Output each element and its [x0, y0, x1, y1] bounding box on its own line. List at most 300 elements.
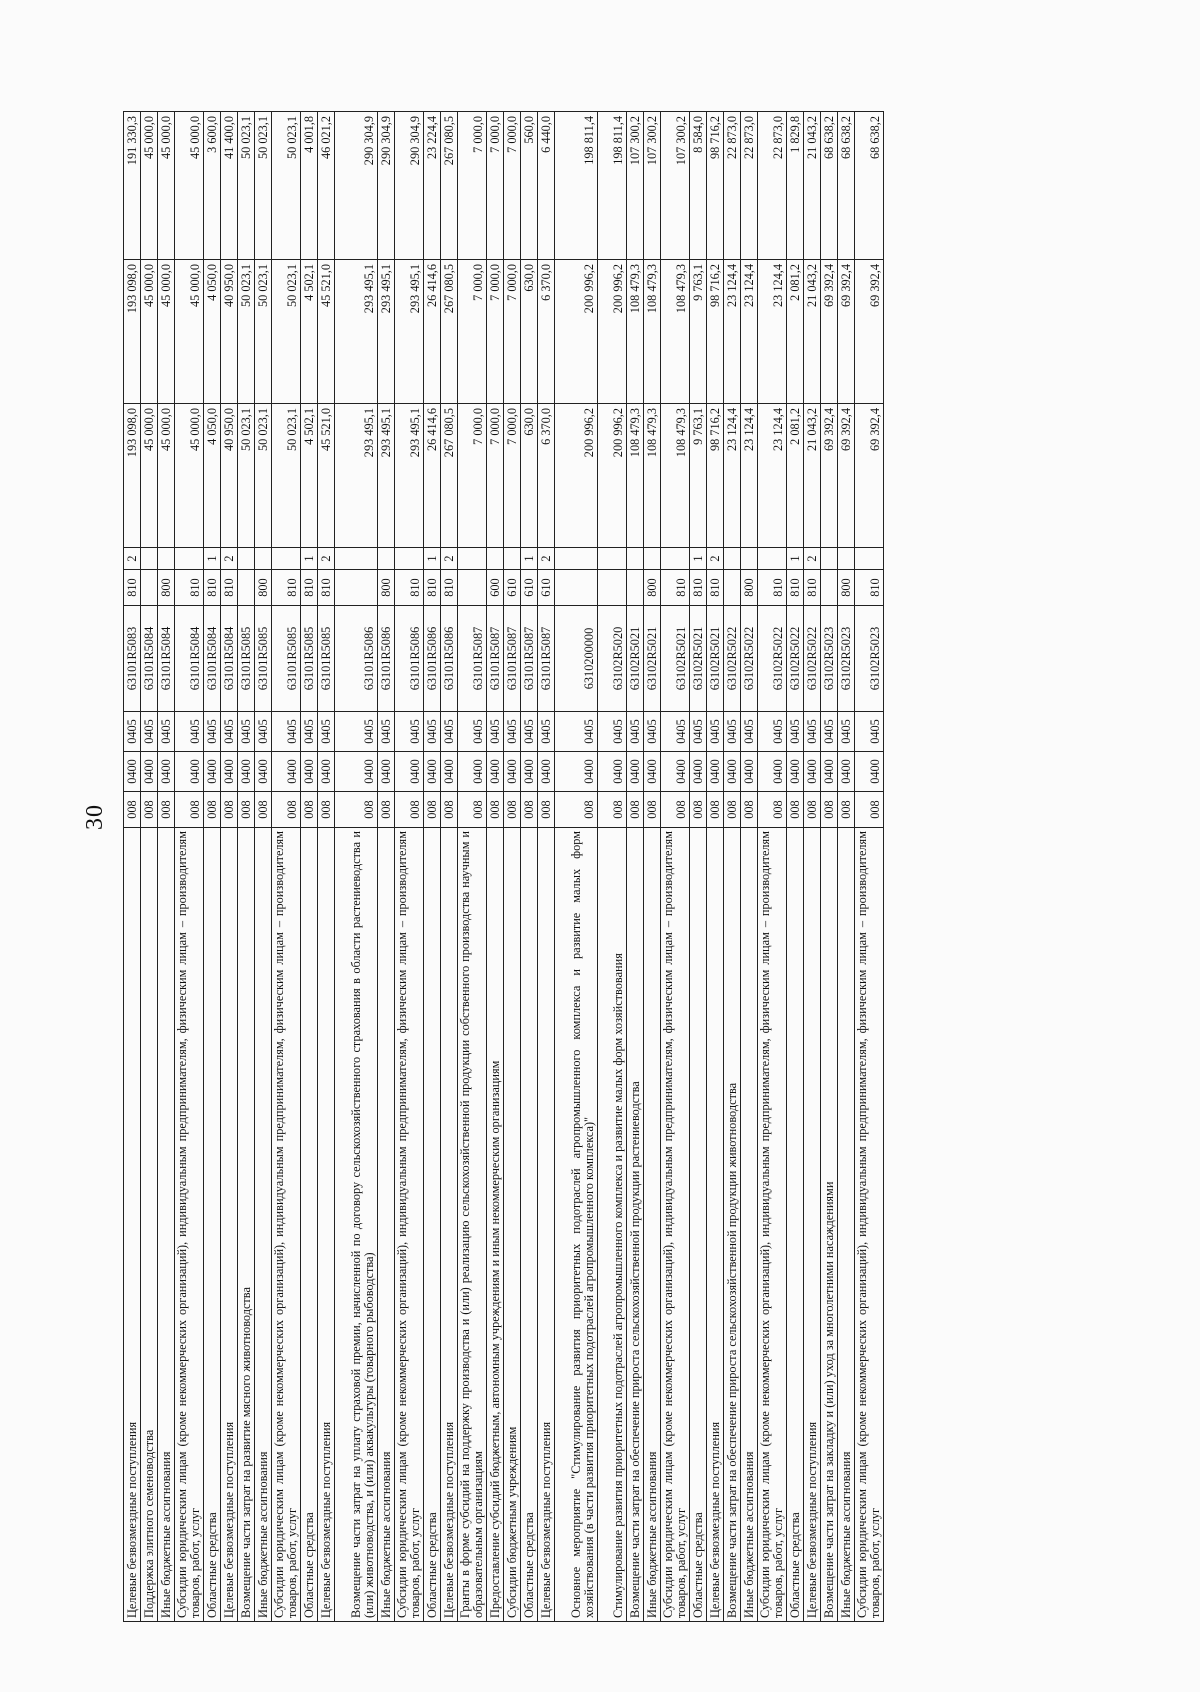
source-code — [238, 548, 255, 570]
section-code: 0400 — [441, 752, 458, 792]
table-row — [724, 112, 741, 1622]
expense-type-code — [555, 570, 598, 606]
source-code — [255, 548, 272, 570]
target-article-code: 63101R5085 — [238, 606, 255, 712]
section-code: 0400 — [504, 752, 521, 792]
amount-1: 4 050,0 — [204, 404, 221, 548]
amount-2: 45 521,0 — [318, 260, 335, 404]
amount-1: 108 479,3 — [627, 404, 644, 548]
table-row — [741, 112, 758, 1622]
table-row — [504, 112, 521, 1622]
row-name: Субсидии юридическим лицам (кроме некоммерческих организаций), индивидуальным предпринимателям, физическим лицам – производителям товаров, работ, услуг — [175, 828, 204, 1622]
grbs-code: 008 — [690, 792, 707, 828]
amount-1: 23 124,4 — [724, 404, 741, 548]
section-code: 0400 — [487, 752, 504, 792]
grbs-code: 008 — [424, 792, 441, 828]
row-name: Целевые безвозмездные поступления — [538, 828, 555, 1622]
table-row — [124, 112, 141, 1622]
section-code: 0400 — [141, 752, 158, 792]
target-article-code: 63102R5023 — [838, 606, 855, 712]
amount-2: 40 950,0 — [221, 260, 238, 404]
target-article-code: 6310200000 — [555, 606, 598, 712]
amount-3: 267 080,5 — [441, 112, 458, 260]
expense-type-code — [238, 570, 255, 606]
amount-3: 191 330,3 — [124, 112, 141, 260]
amount-3: 7 000,0 — [487, 112, 504, 260]
page-number: 30 — [82, 804, 108, 830]
row-name: Стимулирование развития приоритетных подотраслей агропромышленного комплекса и развитие малых форм хозяйствования — [598, 828, 627, 1622]
grbs-code: 008 — [707, 792, 724, 828]
table-row — [787, 112, 804, 1622]
target-article-code: 63101R5083 — [124, 606, 141, 712]
amount-3: 21 043,2 — [804, 112, 821, 260]
source-code — [175, 548, 204, 570]
row-name: Областные средства — [424, 828, 441, 1622]
row-name: Целевые безвозмездные поступления — [707, 828, 724, 1622]
source-code: 1 — [690, 548, 707, 570]
target-article-code: 63101R5087 — [487, 606, 504, 712]
amount-3: 107 300,2 — [644, 112, 661, 260]
amount-2: 4 502,1 — [301, 260, 318, 404]
section-code: 0400 — [204, 752, 221, 792]
section-code: 0400 — [458, 752, 487, 792]
expense-type-code: 810 — [690, 570, 707, 606]
table-row — [707, 112, 724, 1622]
grbs-code: 008 — [758, 792, 787, 828]
source-code: 1 — [424, 548, 441, 570]
amount-1: 108 479,3 — [644, 404, 661, 548]
amount-1: 4 502,1 — [301, 404, 318, 548]
expense-type-code: 810 — [301, 570, 318, 606]
budget-table — [123, 111, 884, 1622]
source-code — [838, 548, 855, 570]
amount-3: 7 000,0 — [504, 112, 521, 260]
row-name: Возмещение части затрат на обеспечение прироста сельскохозяйственной продукции животноводства — [724, 828, 741, 1622]
table-row — [204, 112, 221, 1622]
expense-type-code: 810 — [395, 570, 424, 606]
amount-1: 23 124,4 — [758, 404, 787, 548]
expense-type-code: 610 — [504, 570, 521, 606]
row-name: Иные бюджетные ассигнования — [838, 828, 855, 1622]
amount-3: 1 829,8 — [787, 112, 804, 260]
table-row — [804, 112, 821, 1622]
expense-type-code: 810 — [424, 570, 441, 606]
source-code: 1 — [787, 548, 804, 570]
source-code — [395, 548, 424, 570]
row-name: Субсидии бюджетным учреждениям — [504, 828, 521, 1622]
target-article-code: 63101R5086 — [441, 606, 458, 712]
amount-1: 193 098,0 — [124, 404, 141, 548]
row-name: Гранты в форме субсидий на поддержку производства и (или) реализацию сельскохозяйственной продукции собственного производства научным и образовательным организациям — [458, 828, 487, 1622]
amount-1: 293 495,1 — [335, 404, 378, 548]
section-code: 0400 — [821, 752, 838, 792]
row-name: Субсидии юридическим лицам (кроме некоммерческих организаций), индивидуальным предпринимателям, физическим лицам – производителям товаров, работ, услуг — [395, 828, 424, 1622]
subsection-code: 0405 — [787, 712, 804, 752]
grbs-code: 008 — [555, 792, 598, 828]
table-row — [838, 112, 855, 1622]
expense-type-code: 810 — [221, 570, 238, 606]
amount-3: 22 873,0 — [724, 112, 741, 260]
amount-2: 45 000,0 — [141, 260, 158, 404]
amount-2: 69 392,4 — [821, 260, 838, 404]
amount-3: 45 000,0 — [175, 112, 204, 260]
amount-3: 198 811,4 — [598, 112, 627, 260]
amount-1: 50 023,1 — [272, 404, 301, 548]
subsection-code: 0405 — [598, 712, 627, 752]
source-code — [758, 548, 787, 570]
amount-2: 69 392,4 — [855, 260, 884, 404]
row-name: Субсидии юридическим лицам (кроме некоммерческих организаций), индивидуальным предпринимателям, физическим лицам – производителям товаров, работ, услуг — [272, 828, 301, 1622]
grbs-code: 008 — [521, 792, 538, 828]
target-article-code: 63101R5086 — [335, 606, 378, 712]
source-code — [555, 548, 598, 570]
grbs-code: 008 — [741, 792, 758, 828]
amount-1: 9 763,1 — [690, 404, 707, 548]
amount-3: 107 300,2 — [661, 112, 690, 260]
row-name: Субсидии юридическим лицам (кроме некоммерческих организаций), индивидуальным предпринимателям, физическим лицам – производителям товаров, работ, услуг — [855, 828, 884, 1622]
source-code — [141, 548, 158, 570]
amount-2: 200 996,2 — [598, 260, 627, 404]
expense-type-code — [141, 570, 158, 606]
amount-1: 69 392,4 — [855, 404, 884, 548]
section-code: 0400 — [555, 752, 598, 792]
table-row — [458, 112, 487, 1622]
amount-1: 40 950,0 — [221, 404, 238, 548]
amount-1: 69 392,4 — [821, 404, 838, 548]
target-article-code: 63101R5085 — [301, 606, 318, 712]
source-code: 2 — [441, 548, 458, 570]
target-article-code: 63102R5021 — [690, 606, 707, 712]
expense-type-code — [821, 570, 838, 606]
amount-2: 23 124,4 — [758, 260, 787, 404]
subsection-code: 0405 — [487, 712, 504, 752]
source-code: 2 — [707, 548, 724, 570]
section-code: 0400 — [855, 752, 884, 792]
row-name: Поддержка элитного семеноводства — [141, 828, 158, 1622]
grbs-code: 008 — [458, 792, 487, 828]
target-article-code: 63102R5020 — [598, 606, 627, 712]
section-code: 0400 — [255, 752, 272, 792]
source-code — [504, 548, 521, 570]
amount-2: 2 081,2 — [787, 260, 804, 404]
grbs-code: 008 — [538, 792, 555, 828]
amount-3: 290 304,9 — [395, 112, 424, 260]
subsection-code: 0405 — [724, 712, 741, 752]
section-code: 0400 — [221, 752, 238, 792]
subsection-code: 0405 — [395, 712, 424, 752]
amount-1: 293 495,1 — [395, 404, 424, 548]
amount-3: 41 400,0 — [221, 112, 238, 260]
amount-3: 50 023,1 — [255, 112, 272, 260]
row-name: Иные бюджетные ассигнования — [158, 828, 175, 1622]
amount-3: 107 300,2 — [627, 112, 644, 260]
table-row — [758, 112, 787, 1622]
expense-type-code: 810 — [855, 570, 884, 606]
amount-2: 23 124,4 — [741, 260, 758, 404]
subsection-code: 0405 — [221, 712, 238, 752]
subsection-code: 0405 — [335, 712, 378, 752]
grbs-code: 008 — [221, 792, 238, 828]
subsection-code: 0405 — [238, 712, 255, 752]
amount-1: 630,0 — [521, 404, 538, 548]
grbs-code: 008 — [335, 792, 378, 828]
target-article-code: 63101R5084 — [221, 606, 238, 712]
grbs-code: 008 — [855, 792, 884, 828]
target-article-code: 63102R5021 — [707, 606, 724, 712]
target-article-code: 63101R5084 — [141, 606, 158, 712]
expense-type-code: 810 — [318, 570, 335, 606]
amount-2: 50 023,1 — [272, 260, 301, 404]
target-article-code: 63101R5084 — [204, 606, 221, 712]
section-code: 0400 — [787, 752, 804, 792]
amount-1: 45 000,0 — [141, 404, 158, 548]
grbs-code: 008 — [627, 792, 644, 828]
section-code: 0400 — [707, 752, 724, 792]
target-article-code: 63102R5022 — [804, 606, 821, 712]
amount-2: 7 000,0 — [458, 260, 487, 404]
subsection-code: 0405 — [661, 712, 690, 752]
table-row — [424, 112, 441, 1622]
row-name: Иные бюджетные ассигнования — [741, 828, 758, 1622]
section-code: 0400 — [538, 752, 555, 792]
amount-3: 22 873,0 — [741, 112, 758, 260]
grbs-code: 008 — [821, 792, 838, 828]
row-name: Областные средства — [301, 828, 318, 1622]
target-article-code: 63102R5022 — [724, 606, 741, 712]
subsection-code: 0405 — [424, 712, 441, 752]
table-row — [158, 112, 175, 1622]
amount-1: 200 996,2 — [555, 404, 598, 548]
table-row — [661, 112, 690, 1622]
expense-type-code — [627, 570, 644, 606]
section-code: 0400 — [644, 752, 661, 792]
table-row — [644, 112, 661, 1622]
subsection-code: 0405 — [204, 712, 221, 752]
amount-3: 198 811,4 — [555, 112, 598, 260]
source-code: 1 — [204, 548, 221, 570]
expense-type-code — [458, 570, 487, 606]
section-code: 0400 — [690, 752, 707, 792]
row-name: Иные бюджетные ассигнования — [378, 828, 395, 1622]
amount-2: 293 495,1 — [395, 260, 424, 404]
table-row — [598, 112, 627, 1622]
section-code: 0400 — [598, 752, 627, 792]
amount-1: 69 392,4 — [838, 404, 855, 548]
amount-2: 108 479,3 — [644, 260, 661, 404]
grbs-code: 008 — [175, 792, 204, 828]
source-code: 1 — [301, 548, 318, 570]
row-name: Иные бюджетные ассигнования — [255, 828, 272, 1622]
target-article-code: 63101R5084 — [175, 606, 204, 712]
amount-1: 45 000,0 — [175, 404, 204, 548]
table-row — [301, 112, 318, 1622]
source-code: 1 — [521, 548, 538, 570]
amount-1: 50 023,1 — [238, 404, 255, 548]
grbs-code: 008 — [787, 792, 804, 828]
section-code: 0400 — [175, 752, 204, 792]
subsection-code: 0405 — [644, 712, 661, 752]
expense-type-code: 800 — [644, 570, 661, 606]
grbs-code: 008 — [272, 792, 301, 828]
source-code — [378, 548, 395, 570]
table-row — [141, 112, 158, 1622]
target-article-code: 63102R5022 — [741, 606, 758, 712]
row-name: Целевые безвозмездные поступления — [124, 828, 141, 1622]
expense-type-code: 810 — [787, 570, 804, 606]
grbs-code: 008 — [487, 792, 504, 828]
amount-3: 68 638,2 — [821, 112, 838, 260]
amount-3: 7 000,0 — [458, 112, 487, 260]
row-name: Областные средства — [521, 828, 538, 1622]
target-article-code: 63101R5084 — [158, 606, 175, 712]
table-row — [221, 112, 238, 1622]
source-code: 2 — [318, 548, 335, 570]
subsection-code: 0405 — [855, 712, 884, 752]
amount-3: 23 224,4 — [424, 112, 441, 260]
target-article-code: 63101R5087 — [458, 606, 487, 712]
expense-type-code: 800 — [838, 570, 855, 606]
table-row — [627, 112, 644, 1622]
expense-type-code: 600 — [487, 570, 504, 606]
target-article-code: 63101R5086 — [378, 606, 395, 712]
grbs-code: 008 — [158, 792, 175, 828]
amount-3: 22 873,0 — [758, 112, 787, 260]
subsection-code: 0405 — [741, 712, 758, 752]
grbs-code: 008 — [238, 792, 255, 828]
target-article-code: 63102R5021 — [661, 606, 690, 712]
amount-1: 21 043,2 — [804, 404, 821, 548]
amount-3: 3 600,0 — [204, 112, 221, 260]
section-code: 0400 — [627, 752, 644, 792]
subsection-code: 0405 — [175, 712, 204, 752]
row-name: Иные бюджетные ассигнования — [644, 828, 661, 1622]
expense-type-code — [598, 570, 627, 606]
expense-type-code: 610 — [521, 570, 538, 606]
grbs-code: 008 — [124, 792, 141, 828]
subsection-code: 0405 — [158, 712, 175, 752]
row-name: Возмещение части затрат на развитие мясного животноводства — [238, 828, 255, 1622]
amount-2: 98 716,2 — [707, 260, 724, 404]
grbs-code: 008 — [838, 792, 855, 828]
amount-2: 7 000,0 — [487, 260, 504, 404]
table-row — [395, 112, 424, 1622]
amount-1: 293 495,1 — [378, 404, 395, 548]
source-code — [821, 548, 838, 570]
expense-type-code: 810 — [272, 570, 301, 606]
table-row — [555, 112, 598, 1622]
amount-1: 23 124,4 — [741, 404, 758, 548]
expense-type-code: 810 — [758, 570, 787, 606]
subsection-code: 0405 — [301, 712, 318, 752]
expense-type-code: 810 — [175, 570, 204, 606]
amount-2: 200 996,2 — [555, 260, 598, 404]
amount-3: 45 000,0 — [158, 112, 175, 260]
section-code: 0400 — [272, 752, 301, 792]
amount-3: 8 584,0 — [690, 112, 707, 260]
section-code: 0400 — [238, 752, 255, 792]
section-code: 0400 — [158, 752, 175, 792]
amount-3: 560,0 — [521, 112, 538, 260]
table-row — [690, 112, 707, 1622]
row-name: Основное мероприятие "Стимулирование развития приоритетных подотраслей агропромышленного комплекса и развитие малых форм хозяйствования (в части развития приоритетных подотраслей агропромышленного комплекса)" — [555, 828, 598, 1622]
amount-1: 98 716,2 — [707, 404, 724, 548]
amount-3: 4 001,8 — [301, 112, 318, 260]
row-name: Целевые безвозмездные поступления — [221, 828, 238, 1622]
subsection-code: 0405 — [504, 712, 521, 752]
row-name: Целевые безвозмездные поступления — [441, 828, 458, 1622]
amount-2: 293 495,1 — [378, 260, 395, 404]
subsection-code: 0405 — [690, 712, 707, 752]
section-code: 0400 — [395, 752, 424, 792]
subsection-code: 0405 — [141, 712, 158, 752]
amount-1: 7 000,0 — [458, 404, 487, 548]
row-name: Областные средства — [204, 828, 221, 1622]
amount-3: 68 638,2 — [838, 112, 855, 260]
section-code: 0400 — [124, 752, 141, 792]
table-row — [855, 112, 884, 1622]
subsection-code: 0405 — [255, 712, 272, 752]
amount-3: 98 716,2 — [707, 112, 724, 260]
source-code — [598, 548, 627, 570]
source-code: 2 — [804, 548, 821, 570]
amount-3: 6 440,0 — [538, 112, 555, 260]
subsection-code: 0405 — [627, 712, 644, 752]
target-article-code: 63102R5023 — [821, 606, 838, 712]
expense-type-code: 810 — [204, 570, 221, 606]
amount-3: 50 023,1 — [272, 112, 301, 260]
grbs-code: 008 — [804, 792, 821, 828]
expense-type-code: 800 — [255, 570, 272, 606]
amount-2: 50 023,1 — [255, 260, 272, 404]
row-name: Субсидии юридическим лицам (кроме некоммерческих организаций), индивидуальным предпринимателям, физическим лицам – производителям товаров, работ, услуг — [661, 828, 690, 1622]
target-article-code: 63101R5085 — [272, 606, 301, 712]
grbs-code: 008 — [318, 792, 335, 828]
source-code — [272, 548, 301, 570]
subsection-code: 0405 — [458, 712, 487, 752]
grbs-code: 008 — [378, 792, 395, 828]
grbs-code: 008 — [504, 792, 521, 828]
source-code: 2 — [124, 548, 141, 570]
target-article-code: 63101R5085 — [318, 606, 335, 712]
subsection-code: 0405 — [538, 712, 555, 752]
row-name: Целевые безвозмездные поступления — [318, 828, 335, 1622]
row-name: Предоставление субсидий бюджетным, автономным учреждениям и иным некоммерческим организациям — [487, 828, 504, 1622]
grbs-code: 008 — [724, 792, 741, 828]
expense-type-code: 810 — [441, 570, 458, 606]
section-code: 0400 — [741, 752, 758, 792]
amount-2: 4 050,0 — [204, 260, 221, 404]
target-article-code: 63101R5087 — [504, 606, 521, 712]
expense-type-code: 800 — [158, 570, 175, 606]
source-code — [335, 548, 378, 570]
subsection-code: 0405 — [318, 712, 335, 752]
row-name: Областные средства — [690, 828, 707, 1622]
subsection-code: 0405 — [555, 712, 598, 752]
expense-type-code — [335, 570, 378, 606]
table-row — [238, 112, 255, 1622]
amount-3: 50 023,1 — [238, 112, 255, 260]
amount-2: 7 000,0 — [504, 260, 521, 404]
source-code — [855, 548, 884, 570]
expense-type-code — [724, 570, 741, 606]
amount-1: 267 080,5 — [441, 404, 458, 548]
amount-1: 7 000,0 — [504, 404, 521, 548]
row-name: Возмещение части затрат на уплату страховой премии, начисленной по договору сельскохозяйственного страхования в области растениеводства и (или) животноводства, и (или) аквакультуры (товарного рыбоводства) — [335, 828, 378, 1622]
subsection-code: 0405 — [521, 712, 538, 752]
target-article-code: 63101R5085 — [255, 606, 272, 712]
amount-2: 26 414,6 — [424, 260, 441, 404]
subsection-code: 0405 — [441, 712, 458, 752]
